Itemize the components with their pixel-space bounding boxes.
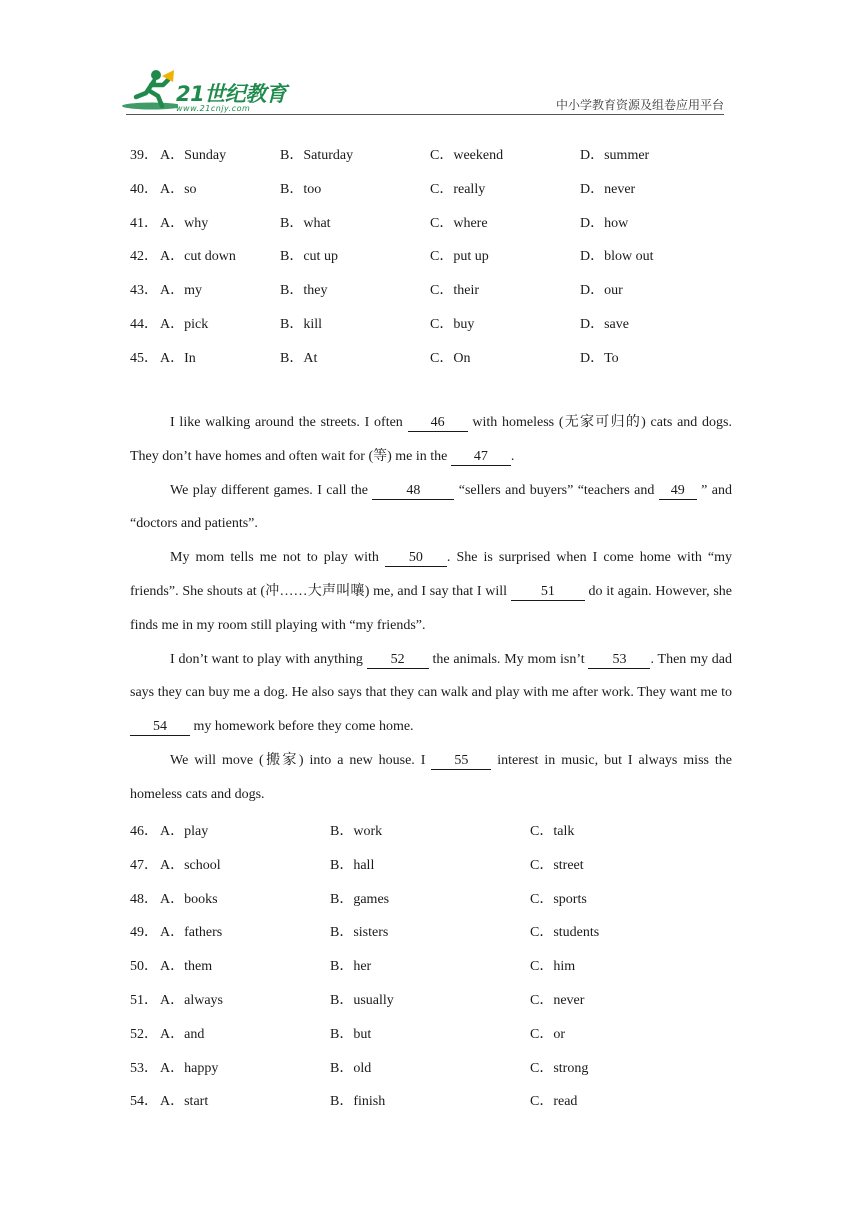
option-b: B．too: [280, 181, 322, 197]
logo-url: www.21cnjy.com: [176, 104, 251, 113]
option-c: C．or: [530, 1026, 565, 1042]
option-c: C．where: [430, 215, 488, 231]
option-b: B．Saturday: [280, 148, 354, 163]
option-b: B．finish: [330, 1094, 386, 1110]
question-number: 40．: [130, 181, 158, 197]
option-d: D．To: [580, 350, 619, 366]
question-number: 47．: [130, 857, 158, 873]
platform-caption: 中小学教育资源及组卷应用平台: [555, 98, 724, 112]
option-b: B．kill: [280, 317, 323, 332]
header-divider: [126, 114, 724, 115]
question-number: 50．: [130, 959, 158, 975]
option-a: A．and: [160, 1026, 205, 1042]
option-b: B．but: [330, 1026, 372, 1042]
option-c: C．students: [530, 925, 600, 941]
option-b: B．old: [330, 1060, 372, 1076]
option-a: A．Sunday: [160, 148, 227, 163]
option-c: C．really: [430, 181, 486, 197]
question-number: 51．: [130, 993, 158, 1008]
question-number: 43．: [130, 283, 158, 299]
option-a: A．my: [160, 283, 202, 299]
option-c: C．On: [430, 350, 471, 366]
option-c: C．sports: [530, 891, 587, 907]
option-a: A．so: [160, 181, 197, 197]
question-number: 48．: [130, 891, 158, 907]
question-number: 49．: [130, 925, 158, 941]
option-a: A．happy: [160, 1060, 219, 1076]
option-c: C．their: [430, 283, 479, 299]
option-d: D．our: [580, 283, 623, 299]
option-a: A．start: [160, 1094, 209, 1110]
option-d: D．how: [580, 215, 629, 231]
option-b: B．work: [330, 824, 383, 839]
option-c: C．never: [530, 993, 585, 1008]
option-b: B．her: [330, 959, 372, 975]
option-a: A．In: [160, 350, 196, 366]
question-number: 46．: [130, 824, 158, 839]
blank-51: 51: [511, 584, 585, 601]
blank-52: 52: [367, 652, 429, 669]
question-number: 45．: [130, 350, 158, 366]
option-b: B．cut up: [280, 249, 338, 265]
blank-54: 54: [130, 719, 190, 736]
question-number: 53．: [130, 1060, 158, 1076]
passage-paragraph-3: My mom tells me not to play with 50 . She is surprised when I come home with “my friends”. She shouts at (冲……大声叫嚷) me, and I say that I will 51 do it again. However, she finds me in my room still playing with “my friends”.: [130, 550, 732, 633]
passage-paragraph-5: We will move (搬家) into a new house. I 55 interest in music, but I always miss the homeless cats and dogs.: [130, 752, 732, 802]
option-c: C．talk: [530, 824, 575, 839]
site-logo: [118, 66, 293, 114]
option-b: B．usually: [330, 993, 394, 1008]
option-d: D．summer: [580, 148, 650, 163]
option-b: B．games: [330, 891, 390, 907]
question-number: 44．: [130, 317, 158, 332]
question-number: 42．: [130, 249, 158, 265]
option-a: A．cut down: [160, 249, 236, 265]
passage-paragraph-4: I don’t want to play with anything 52 the animals. My mom isn’t 53 . Then my dad says they can buy me a dog. He also says that they can walk and play with me after work. They want me to 54 my homework before they come home.: [130, 651, 732, 735]
blank-49: 49: [659, 483, 697, 500]
blank-50: 50: [385, 550, 447, 567]
option-c: C．street: [530, 857, 584, 873]
passage-paragraph-1: I like walking around the streets. I often 46 with homeless (无家可归的) cats and dogs. They don’t have homes and often wait for (等) me in the 47 .: [130, 415, 732, 464]
option-a: A．play: [160, 824, 209, 839]
option-d: D．blow out: [580, 249, 654, 265]
logo-wordmark: 21世纪教育: [176, 82, 287, 106]
option-a: A．pick: [160, 317, 209, 332]
option-a: A．always: [160, 993, 223, 1008]
blank-47: 47: [451, 449, 511, 466]
option-d: D．never: [580, 181, 636, 197]
option-b: B．At: [280, 350, 318, 366]
option-a: A．books: [160, 891, 218, 907]
option-b: B．they: [280, 283, 328, 299]
question-number: 54．: [130, 1094, 158, 1110]
option-c: C．strong: [530, 1060, 589, 1076]
passage-paragraph-2: We play different games. I call the 48 “sellers and buyers” “teachers and 49 ” and “doctors and patients”.: [130, 482, 733, 532]
option-b: B．what: [280, 215, 331, 231]
blank-46: 46: [408, 415, 468, 432]
question-number: 52．: [130, 1026, 158, 1042]
blank-53: 53: [588, 652, 650, 669]
runner-logo-icon: [118, 66, 178, 114]
cloze-passage: [130, 406, 732, 812]
option-c: C．weekend: [430, 148, 504, 163]
option-c: C．him: [530, 959, 576, 975]
option-c: C．read: [530, 1094, 578, 1110]
blank-55: 55: [431, 753, 491, 770]
option-d: D．save: [580, 317, 629, 332]
option-a: A．fathers: [160, 925, 223, 941]
option-b: B．sisters: [330, 925, 389, 941]
option-a: A．them: [160, 959, 213, 975]
question-number: 39．: [130, 148, 158, 163]
option-c: C．put up: [430, 249, 489, 265]
blank-48: 48: [372, 483, 454, 500]
question-number: 41．: [130, 215, 158, 231]
option-c: C．buy: [430, 317, 475, 332]
option-a: A．why: [160, 215, 209, 231]
page-header: [118, 62, 724, 118]
option-b: B．hall: [330, 857, 375, 873]
option-a: A．school: [160, 857, 221, 873]
